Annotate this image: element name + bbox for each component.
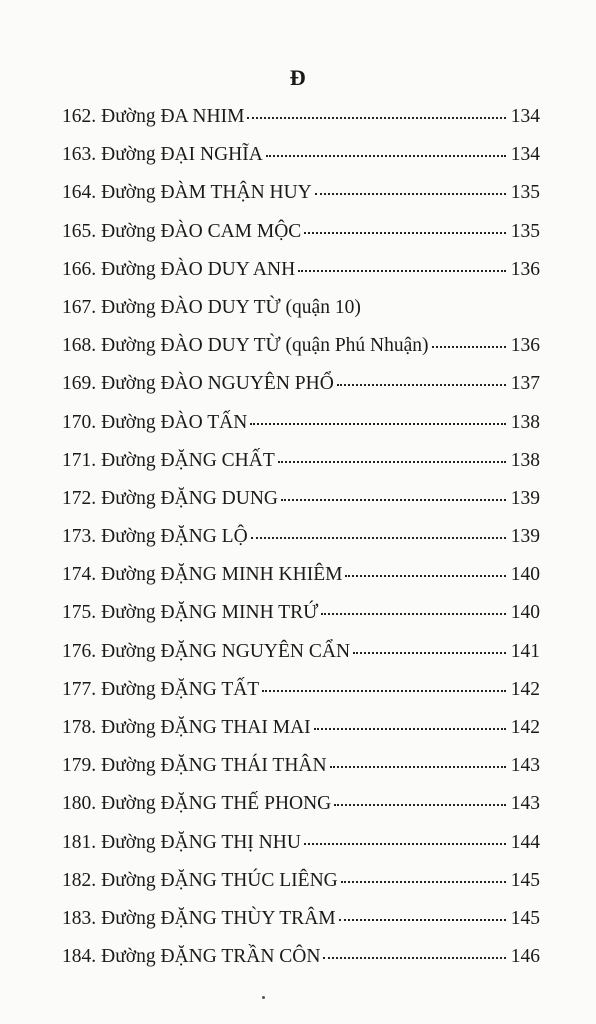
entry-title: Đường ĐẶNG LỘ: [101, 526, 248, 548]
entry-number: 179.: [62, 755, 97, 777]
entry-page-number: 138: [510, 411, 540, 433]
entry-number: 164.: [62, 182, 97, 204]
toc-entry: [62, 369, 540, 407]
entry-number: 170.: [62, 411, 97, 433]
print-speck: [262, 996, 265, 999]
dot-leader: [304, 843, 506, 845]
dot-leader: [278, 461, 506, 463]
entry-title: Đường ĐẶNG THÚC LIÊNG: [101, 869, 338, 891]
entry-title: Đường ĐẶNG MINH KHIÊM: [101, 564, 343, 586]
toc-entry: [62, 446, 540, 484]
entry-number: 174.: [62, 564, 97, 586]
toc-entry: [62, 904, 540, 942]
entry-title: Đường ĐẶNG DUNG: [101, 487, 278, 509]
toc-entry: [62, 102, 540, 140]
toc-entry: [62, 293, 540, 331]
dot-leader: [337, 384, 506, 386]
entry-number: 183.: [62, 907, 97, 929]
dot-leader: [298, 270, 506, 272]
toc-entry: [62, 637, 540, 675]
dot-leader: [353, 652, 506, 654]
dot-leader: [266, 155, 506, 157]
entry-title: Đường ĐẠI NGHĨA: [101, 144, 263, 166]
entry-number: 168.: [62, 335, 97, 357]
dot-leader: [314, 728, 506, 730]
toc-entry: [62, 942, 540, 980]
entry-page-number: 145: [510, 869, 540, 891]
entry-page-number: 136: [510, 335, 540, 357]
dot-leader: [345, 575, 506, 577]
toc-entry: [62, 255, 540, 293]
entry-number: 162.: [62, 106, 97, 127]
entry-title: Đường ĐẶNG THÁI THÂN: [101, 755, 327, 777]
toc-entry: [62, 751, 540, 789]
entry-page-number: 143: [510, 755, 540, 777]
dot-leader: [247, 117, 506, 119]
dot-leader: [262, 690, 506, 692]
entry-page-number: 145: [510, 907, 540, 929]
dot-leader: [315, 193, 506, 195]
toc-entry: [62, 522, 540, 560]
toc-entry: [62, 560, 540, 598]
toc-entry: [62, 217, 540, 255]
entry-page-number: 139: [510, 526, 540, 548]
toc-entry: [62, 675, 540, 713]
table-of-contents: [62, 102, 540, 980]
entry-page-number: 136: [510, 258, 540, 280]
dot-leader: [341, 881, 506, 883]
entry-page-number: 142: [510, 717, 540, 738]
toc-entry: [62, 484, 540, 522]
entry-number: 167.: [62, 296, 97, 318]
entry-number: 176.: [62, 640, 97, 662]
dot-leader: [323, 957, 506, 959]
dot-leader: [334, 804, 506, 806]
entry-page-number: 144: [510, 831, 540, 853]
entry-number: 173.: [62, 526, 97, 548]
entry-title: Đường ĐẶNG THAI MAI: [101, 717, 311, 738]
entry-page-number: 140: [510, 602, 540, 624]
entry-number: 181.: [62, 831, 97, 853]
entry-title: Đường ĐẶNG CHẤT: [101, 449, 275, 471]
toc-entry: [62, 713, 540, 751]
entry-title: Đường ĐÀO NGUYÊN PHỔ: [101, 373, 334, 395]
entry-number: 171.: [62, 449, 97, 471]
entry-number: 166.: [62, 258, 97, 280]
toc-entry: [62, 140, 540, 178]
entry-title: Đường ĐA NHIM: [101, 106, 245, 127]
entry-page-number: 137: [510, 373, 540, 395]
entry-title: Đường ĐẶNG NGUYÊN CẨN: [101, 640, 351, 662]
entry-title: Đường ĐÀO TẤN: [101, 411, 248, 433]
entry-page-number: 142: [510, 678, 540, 700]
entry-page-number: 143: [510, 793, 540, 815]
entry-number: 165.: [62, 220, 97, 242]
entry-number: 184.: [62, 946, 97, 968]
entry-title: Đường ĐÀO DUY TỪ (quận Phú Nhuận): [101, 335, 429, 357]
toc-entry: [62, 598, 540, 636]
toc-entry: [62, 789, 540, 827]
entry-page-number: 139: [510, 487, 540, 509]
entry-number: 182.: [62, 869, 97, 891]
entry-title: Đường ĐẶNG THỊ NHU: [101, 831, 301, 853]
toc-entry: [62, 408, 540, 446]
entry-title: Đường ĐẶNG MINH TRỨ: [101, 602, 319, 624]
entry-page-number: 135: [510, 182, 540, 204]
dot-leader: [432, 346, 506, 348]
entry-number: 163.: [62, 144, 97, 166]
entry-title: Đường ĐÀO DUY TỪ (quận 10): [101, 296, 361, 318]
entry-title: Đường ĐÀM THẬN HUY: [101, 182, 312, 204]
entry-page-number: 146: [510, 946, 540, 968]
entry-title: Đường ĐẶNG TRẦN CÔN: [101, 946, 321, 968]
entry-number: 177.: [62, 678, 97, 700]
entry-page-number: 135: [510, 220, 540, 242]
dot-leader: [304, 232, 506, 234]
toc-entry: [62, 178, 540, 216]
entry-number: 178.: [62, 717, 97, 738]
toc-entry: [62, 331, 540, 369]
toc-entry: [62, 828, 540, 866]
entry-page-number: 134: [510, 144, 540, 166]
section-heading: Đ: [289, 65, 307, 90]
entry-page-number: 138: [510, 449, 540, 471]
toc-entry: [62, 866, 540, 904]
dot-leader: [321, 613, 506, 615]
dot-leader: [251, 537, 506, 539]
dot-leader: [281, 499, 506, 501]
dot-leader: [339, 919, 506, 921]
entry-number: 169.: [62, 373, 97, 395]
entry-title: Đường ĐÀO CAM MỘC: [101, 220, 302, 242]
dot-leader: [330, 766, 506, 768]
dot-leader: [250, 423, 506, 425]
entry-number: 175.: [62, 602, 97, 624]
entry-number: 172.: [62, 487, 97, 509]
entry-number: 180.: [62, 793, 97, 815]
entry-title: Đường ĐẶNG THÙY TRÂM: [101, 907, 336, 929]
entry-page-number: 141: [510, 640, 540, 662]
entry-title: Đường ĐẶNG THẾ PHONG: [101, 793, 332, 815]
entry-page-number: 140: [510, 564, 540, 586]
entry-title: Đường ĐÀO DUY ANH: [101, 258, 296, 280]
entry-title: Đường ĐẶNG TẤT: [101, 678, 260, 700]
entry-page-number: 134: [510, 106, 540, 127]
